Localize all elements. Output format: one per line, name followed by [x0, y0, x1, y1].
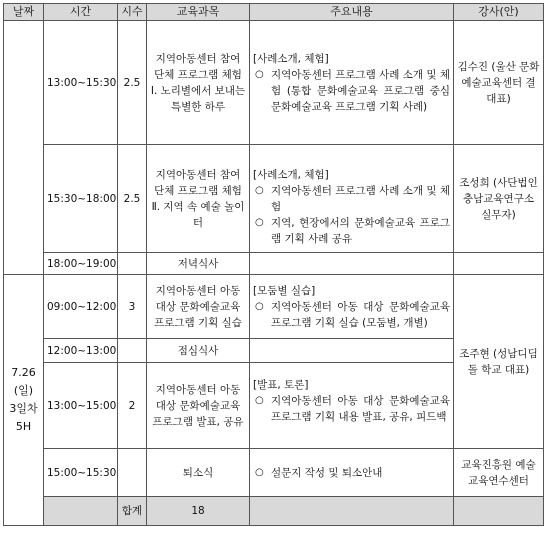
instructor-cell: 김수진 (울산 문화예술교육센터 결 대표): [454, 21, 544, 145]
hours-cell: 2.5: [118, 145, 147, 253]
date-cell-day3: [4, 275, 44, 526]
date-cell-day2: [4, 21, 44, 275]
time-cell: 15:30~18:00: [44, 145, 118, 253]
total-row: [4, 497, 544, 526]
time-cell: 15:00~15:30: [44, 449, 118, 497]
total-blank-content: [454, 497, 544, 526]
content-cell: [250, 363, 454, 449]
day3-weekday: (일): [13, 384, 34, 397]
schedule-table: [3, 3, 544, 526]
header-date: 날짜: [4, 4, 44, 21]
hours-cell: 3: [118, 275, 147, 339]
subject-cell: 지역아동센터 아동 대상 문화예술교육 프로그램 발표, 공유: [147, 363, 250, 449]
content-cell: [250, 253, 454, 275]
total-blank-date: [44, 497, 118, 526]
time-cell: 13:00~15:00: [44, 363, 118, 449]
header-instructor: 강사(안): [454, 4, 544, 21]
instructor-cell: [454, 253, 544, 275]
hours-cell: [118, 449, 147, 497]
time-cell: 13:00~15:30: [44, 21, 118, 145]
subject-cell: 저녁식사: [147, 253, 250, 275]
day3-date: 7.26: [11, 366, 36, 379]
time-cell: 09:00~12:00: [44, 275, 118, 339]
subject-cell: 지역아동센터 참여 단체 프로그램 체험 Ⅱ. 지역 속 예술 놀이터: [147, 145, 250, 253]
time-cell: 12:00~13:00: [44, 339, 118, 363]
instructor-cell: 조성희 (사단법인 충남교육연구소 실무자): [454, 145, 544, 253]
hours-cell: 2.5: [118, 21, 147, 145]
instructor-cell: 교육진흥원 예술교육연수센터: [454, 449, 544, 497]
total-hours: 18: [147, 497, 250, 526]
content-cell: [250, 275, 454, 339]
subject-cell: 지역아동센터 참여 단체 프로그램 체험 Ⅰ. 노리별에서 보내는 특별한 하루: [147, 21, 250, 145]
content-cell: [250, 449, 454, 497]
content-bullet: ○ 지역아동센터 아동 대상 문화예술교육 프로그램 기획 실습 (모둠별, 개별): [253, 299, 450, 331]
content-bullet: ○ 지역, 현장에서의 문화예술교육 프로그램 기획 사례 공유: [253, 215, 450, 247]
total-label: 합계: [118, 497, 147, 526]
day3-hours: 5H: [15, 420, 32, 433]
header-subject: 교육과목: [147, 4, 250, 21]
header-time: 시간: [44, 4, 118, 21]
subject-cell: 지역아동센터 아동 대상 문화예술교육 프로그램 기획 실습: [147, 275, 250, 339]
table-row: [4, 145, 544, 253]
time-cell: 18:00~19:00: [44, 253, 118, 275]
day3-day: 3일차: [9, 402, 38, 415]
content-bullet: ○ 지역아동센터 프로그램 사례 소개 및 체험 (통합 문화예술교육 프로그램 중심 문화예술교육 프로그램 기획 사례): [253, 67, 450, 115]
hours-cell: [118, 253, 147, 275]
table-header-row: [4, 4, 544, 21]
content-bullet: ○ 지역아동센터 아동 대상 문화예술교육 프로그램 기획 내용 발표, 공유, 피드백: [253, 393, 450, 425]
total-blank-subject: [250, 497, 454, 526]
hours-cell: 2: [118, 363, 147, 449]
hours-cell: [118, 339, 147, 363]
content-cell: [250, 21, 454, 145]
content-heading: [발표, 토론]: [253, 379, 309, 391]
content-heading: [사례소개, 체험]: [253, 169, 329, 181]
content-bullet: ○ 지역아동센터 프로그램 사례 소개 및 체험: [253, 183, 450, 215]
header-hours: 시수: [118, 4, 147, 21]
table-row: [4, 21, 544, 145]
subject-cell: 점심식사: [147, 339, 250, 363]
schedule-table-wrapper: [3, 3, 543, 526]
table-row: [4, 253, 544, 275]
content-heading: [사례소개, 체험]: [253, 53, 329, 65]
subject-cell: 퇴소식: [147, 449, 250, 497]
content-bullet: ○ 설문지 작성 및 퇴소안내: [253, 465, 450, 481]
table-row: [4, 275, 544, 339]
instructor-cell-day3: 조주현 (성남디딤돌 학교 대표): [454, 275, 544, 449]
content-cell: [250, 145, 454, 253]
header-content: 주요내용: [250, 4, 454, 21]
content-cell: [250, 339, 454, 363]
content-heading: [모둠별 실습]: [253, 285, 316, 297]
table-row: [4, 449, 544, 497]
